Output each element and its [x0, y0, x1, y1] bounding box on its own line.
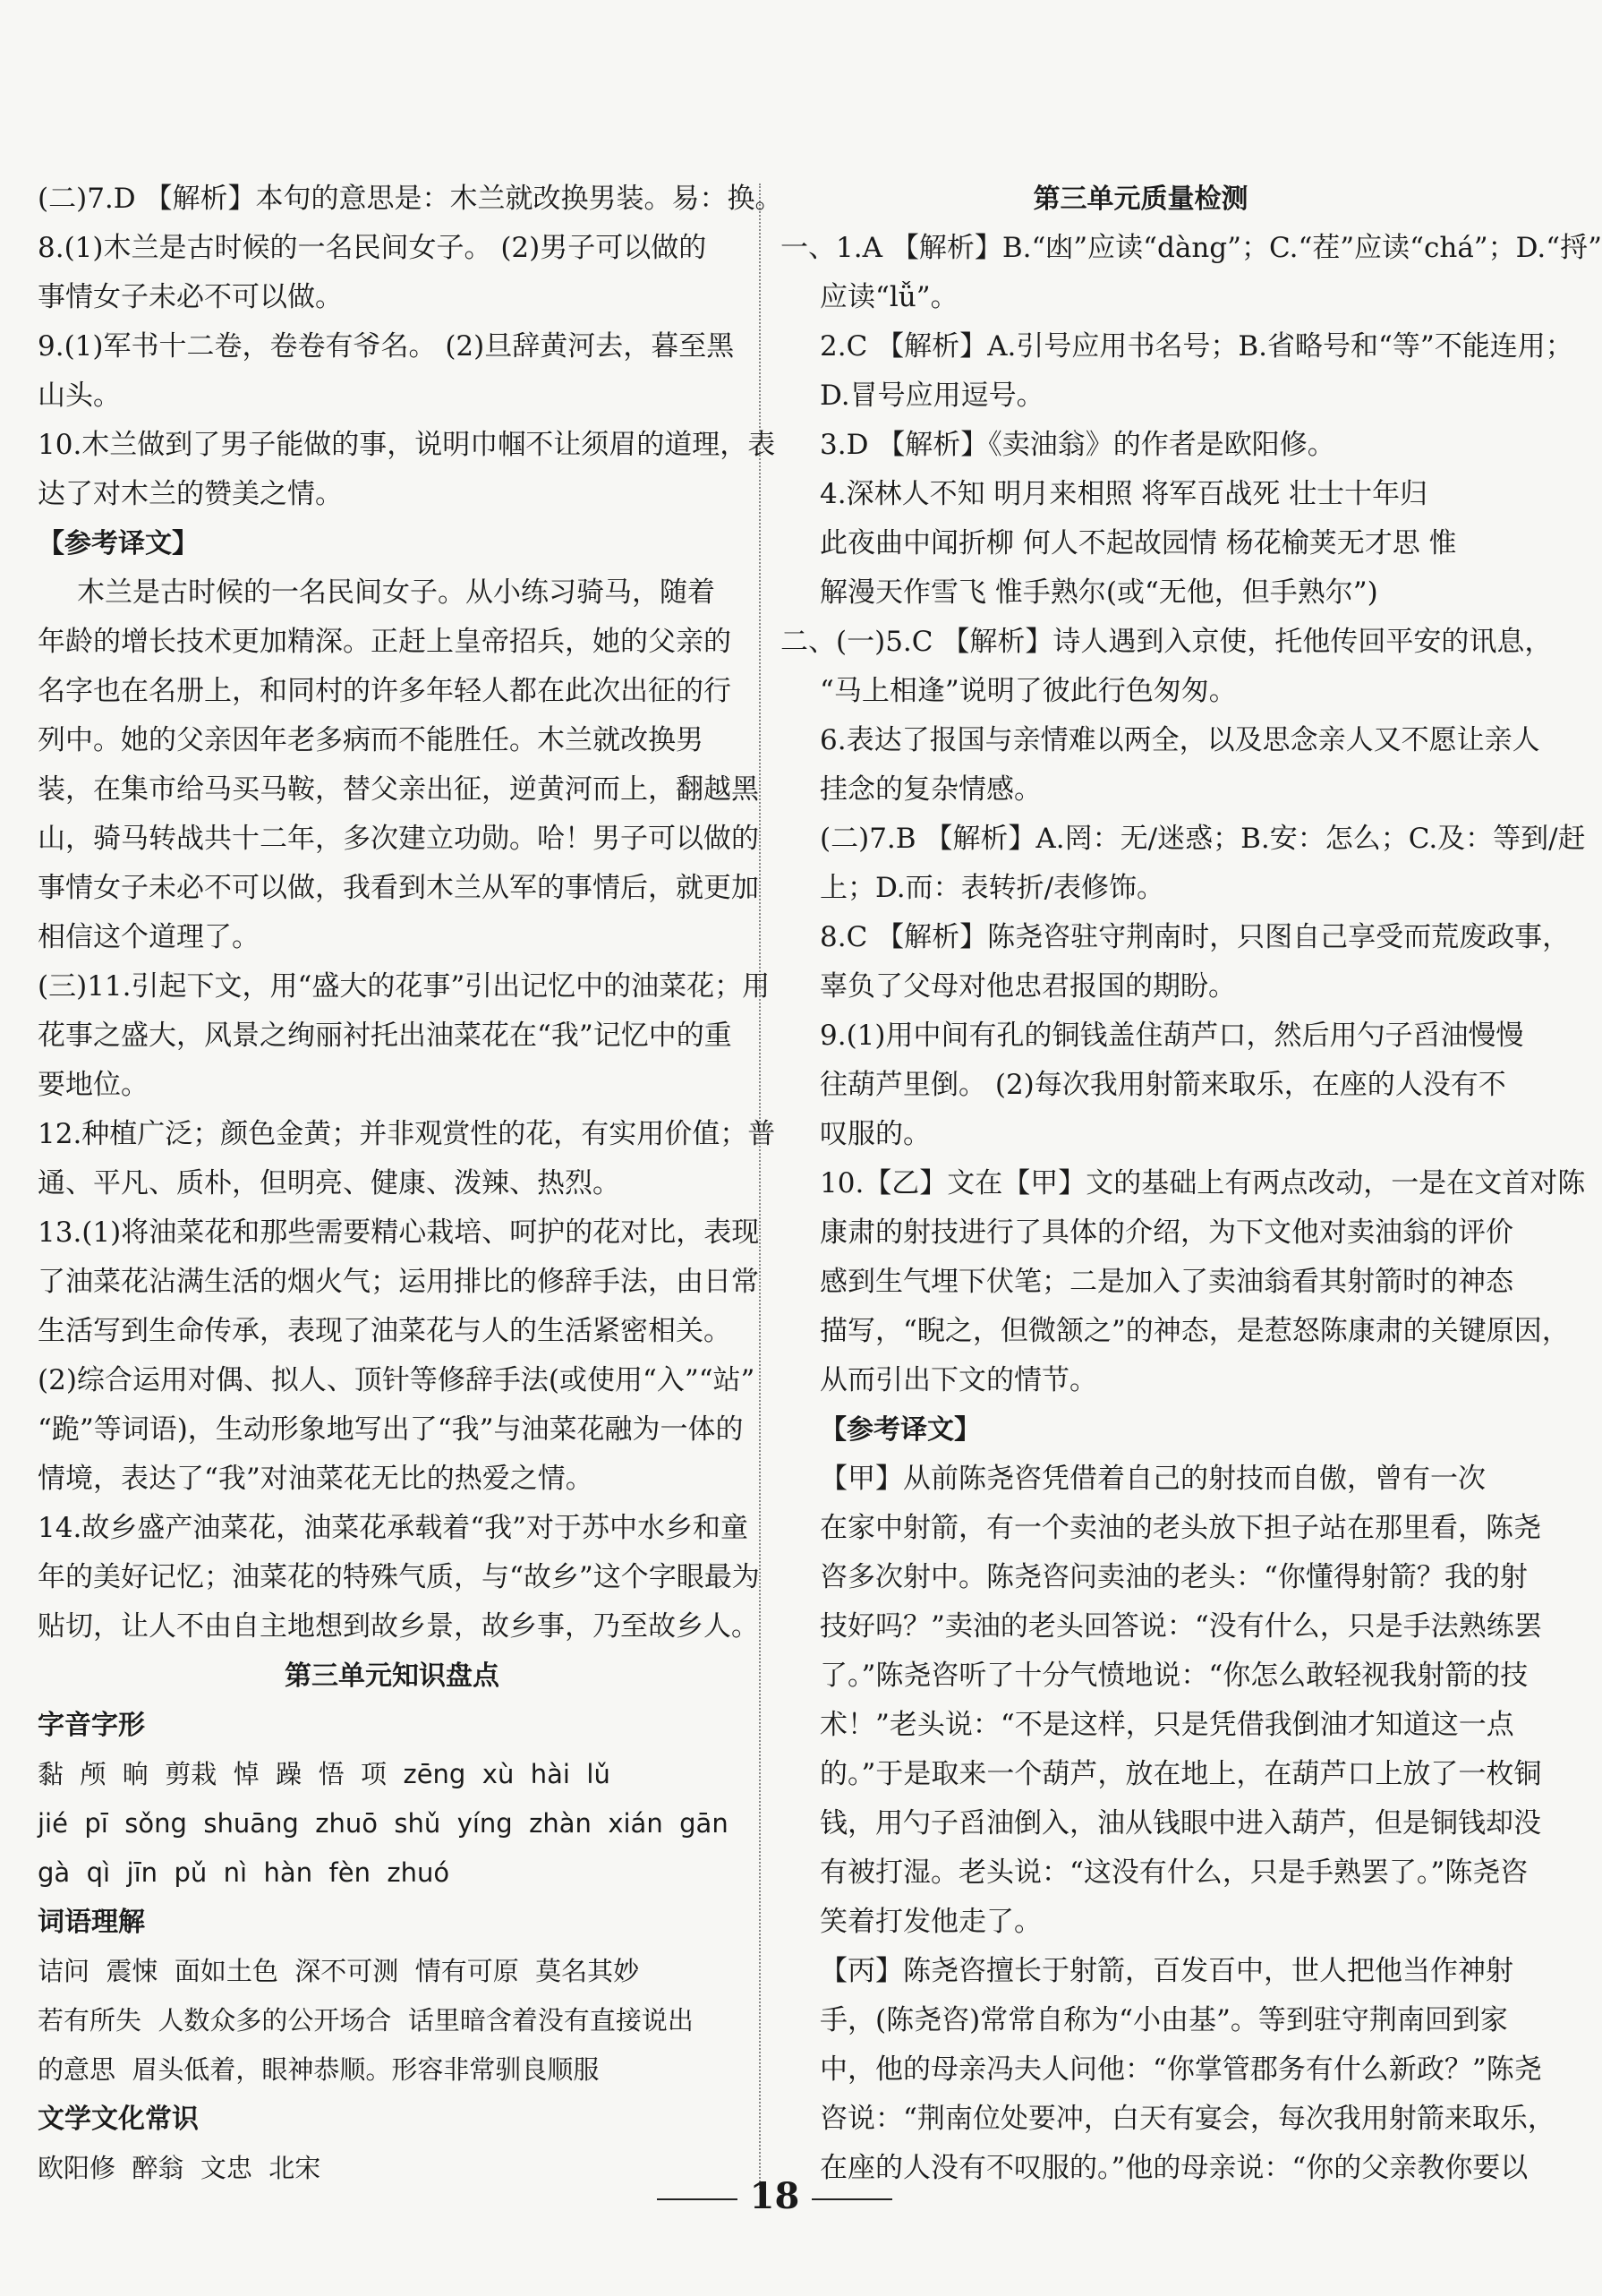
- right-text-line: D.冒号应用逗号。: [820, 380, 1044, 412]
- left-text-line: 情境，表达了“我”对油菜花无比的热爱之情。: [38, 1463, 593, 1495]
- column-divider: [759, 184, 761, 2189]
- right-text-line: 解漫天作雪飞 惟手熟尔(或“无他，但手熟尔”): [820, 576, 1378, 609]
- right-text-line: 了。”陈尧咨听了十分气愤地说：“你怎么敢轻视我射箭的技: [820, 1660, 1529, 1692]
- right-text-line: 辜负了父母对他忠君报国的期盼。: [820, 970, 1236, 1003]
- footer-rule-left: [657, 2198, 737, 2200]
- right-text-line: 中，他的母亲冯夫人问他：“你掌管郡务有什么新政？”陈尧: [820, 2053, 1542, 2086]
- right-text-line: 术！”老头说：“不是这样，只是凭借我倒油才知道这一点: [820, 1709, 1514, 1741]
- left-text-line: 相信这个道理了。: [38, 921, 260, 953]
- left-text-line: 达了对木兰的赞美之情。: [38, 478, 343, 510]
- left-text-line: 词语理解: [38, 1907, 145, 1938]
- right-text-line: 上；D.而：表转折/表修饰。: [820, 872, 1165, 904]
- right-text-line: 8.C 【解析】陈尧咨驻守荆南时，只图自己享受而荒废政事，: [820, 921, 1571, 953]
- left-text-line: 9.(1)军书十二卷，卷卷有爷名。 (2)旦辞黄河去，暮至黑: [38, 330, 735, 363]
- right-text-line: 【甲】从前陈尧咨凭借着自己的射技而自傲，曾有一次: [820, 1463, 1486, 1495]
- left-text-line: 列中。她的父亲因年老多病而不能胜任。木兰就改换男: [38, 724, 703, 756]
- right-text-line: 往葫芦里倒。 (2)每次我用射箭来取乐，在座的人没有不: [820, 1069, 1506, 1101]
- left-text-line: (三)11.引起下文，用“盛大的花事”引出记忆中的油菜花；用: [38, 970, 771, 1003]
- right-text-line: 描写，“睨之，但微颔之”的神态，是惹怒陈康肃的关键原因，: [820, 1315, 1570, 1347]
- right-text-line: 2.C 【解析】A.引号应用书名号；B.省略号和“等”不能连用；: [820, 330, 1573, 363]
- left-text-line: 山头。: [38, 380, 121, 412]
- left-text-line: 木兰是古时候的一名民间女子。从小练习骑马，随着: [77, 576, 715, 609]
- right-text-line: 咨说：“荆南位处要冲，白天有宴会，每次我用射箭来取乐，: [820, 2103, 1555, 2135]
- right-text-line: 的。”于是取来一个葫芦，放在地上，在葫芦口上放了一枚铜: [820, 1758, 1542, 1790]
- left-text-line: 年龄的增长技术更加精深。正赶上皇帝招兵，她的父亲的: [38, 626, 731, 658]
- right-column: [780, 175, 1602, 2193]
- left-text-line: 诘问 震悚 面如土色 深不可测 情有可原 莫名其妙: [38, 1956, 640, 1986]
- left-text-line: (2)综合运用对偶、拟人、顶针等修辞手法(或使用“入”“站”: [38, 1364, 755, 1396]
- right-text-line: 咨多次射中。陈尧咨问卖油的老头：“你懂得射箭？我的射: [820, 1561, 1528, 1593]
- right-text-line: 4.深林人不知 明月来相照 将军百战死 壮士十年归: [820, 478, 1428, 510]
- right-text-line: 第三单元质量检测: [1033, 184, 1248, 215]
- right-text-line: 技好吗？”卖油的老头回答说：“没有什么，只是手法熟练罢: [820, 1610, 1542, 1643]
- right-text-line: (二)7.B 【解析】A.罔：无/迷惑；B.安：怎么；C.及：等到/赶: [820, 823, 1586, 855]
- left-text-line: 欧阳修 醉翁 文忠 北宋: [38, 2153, 321, 2183]
- right-text-line: 钱，用勺子舀油倒入，油从钱眼中进入葫芦，但是铜钱却没: [820, 1807, 1541, 1839]
- right-text-line: 有被打湿。老头说：“这没有什么，只是手熟罢了。”陈尧咨: [820, 1856, 1529, 1889]
- left-text-line: gà qì jīn pǔ nì hàn fèn zhuó: [38, 1857, 450, 1888]
- right-text-line: 6.表达了报国与亲情难以两全，以及思念亲人又不愿让亲人: [820, 724, 1540, 756]
- left-text-line: 了油菜花沾满生活的烟火气；运用排比的修辞手法，由日常: [38, 1266, 759, 1298]
- right-text-line: 感到生气埋下伏笔；二是加入了卖油翁看其射箭时的神态: [820, 1266, 1513, 1298]
- right-text-line: 在座的人没有不叹服的。”他的母亲说：“你的父亲教你要以: [820, 2152, 1529, 2184]
- left-text-line: 年的美好记忆；油菜花的特殊气质，与“故乡”这个字眼最为: [38, 1561, 760, 1593]
- right-text-line: 康肃的射技进行了具体的介绍，为下文他对卖油翁的评价: [820, 1216, 1513, 1249]
- right-text-line: 挂念的复杂情感。: [820, 773, 1042, 806]
- left-text-line: 的意思 眉头低着，眼神恭顺。形容非常驯良顺服: [38, 2054, 600, 2085]
- left-text-line: 通、平凡、质朴，但明亮、健康、泼辣、热烈。: [38, 1167, 620, 1199]
- footer-rule-right: [812, 2198, 892, 2200]
- right-text-line: 一、1.A 【解析】B.“凼”应读“dàng”；C.“茬”应读“chá”；D.“捋”: [780, 232, 1602, 264]
- right-text-line: 3.D 【解析】《卖油翁》的作者是欧阳修。: [820, 429, 1335, 461]
- left-text-line: 生活写到生命传承，表现了油菜花与人的生活紧密相关。: [38, 1315, 731, 1347]
- right-text-line: 叹服的。: [820, 1118, 931, 1150]
- right-text-line: 手，(陈尧咨)常常自称为“小由基”。等到驻守荆南回到家: [820, 2004, 1508, 2036]
- left-text-line: 若有所失 人数众多的公开场合 话里暗含着没有直接说出: [38, 2005, 694, 2036]
- right-text-line: 【丙】陈尧咨擅长于射箭，百发百中，世人把他当作神射: [820, 1955, 1513, 1987]
- left-column: [38, 175, 783, 2193]
- left-text-line: 事情女子未必不可以做。: [38, 281, 343, 313]
- left-text-line: 文学文化常识: [38, 2104, 199, 2135]
- left-text-line: 贴切，让人不由自主地想到故乡景，故乡事，乃至故乡人。: [38, 1610, 759, 1643]
- right-text-line: 二、(一)5.C 【解析】诗人遇到入京使，托他传回平安的讯息，: [780, 626, 1553, 658]
- right-text-line: “马上相逢”说明了彼此行色匆匆。: [820, 675, 1237, 707]
- left-text-line: 8.(1)木兰是古时候的一名民间女子。 (2)男子可以做的: [38, 232, 707, 264]
- right-text-line: 笑着打发他走了。: [820, 1906, 1042, 1938]
- left-text-line: 13.(1)将油菜花和那些需要精心栽培、呵护的花对比，表现: [38, 1216, 760, 1249]
- left-text-line: jié pī sǒng shuāng zhuō shǔ yíng zhàn xián gān: [38, 1808, 729, 1839]
- right-text-line: 从而引出下文的情节。: [820, 1364, 1097, 1396]
- right-text-line: 10.【乙】文在【甲】文的基础上有两点改动，一是在文首对陈: [820, 1167, 1586, 1199]
- left-text-line: 要地位。: [38, 1069, 149, 1101]
- left-text-line: “跪”等词语)，生动形象地写出了“我”与油菜花融为一体的: [38, 1413, 744, 1446]
- left-text-line: 装，在集市给马买马鞍，替父亲出征，逆黄河而上，翻越黑: [38, 773, 759, 806]
- left-text-line: 名字也在名册上，和同村的许多年轻人都在此次出征的行: [38, 675, 731, 707]
- left-text-line: (二)7.D 【解析】本句的意思是：木兰就改换男装。易：换。: [38, 183, 783, 215]
- left-text-line: 山，骑马转战共十二年，多次建立功勋。哈！男子可以做的: [38, 823, 759, 855]
- left-text-line: 【参考译文】: [38, 528, 199, 559]
- left-text-line: 花事之盛大，风景之绚丽衬托出油菜花在“我”记忆中的重: [38, 1020, 732, 1052]
- left-text-line: 第三单元知识盘点: [285, 1660, 499, 1692]
- left-text-line: 字音字形: [38, 1710, 145, 1741]
- page-footer: [0, 2175, 1549, 2217]
- left-text-line: 事情女子未必不可以做，我看到木兰从军的事情后，就更加: [38, 872, 759, 904]
- page-number: 18: [749, 2175, 800, 2217]
- right-text-line: 此夜曲中闻折柳 何人不起故园情 杨花榆荚无才思 惟: [820, 527, 1457, 559]
- right-text-line: 【参考译文】: [820, 1414, 981, 1446]
- right-text-line: 9.(1)用中间有孔的铜钱盖住葫芦口，然后用勺子舀油慢慢: [820, 1020, 1524, 1052]
- right-text-line: 应读“lǚ”。: [820, 281, 959, 313]
- left-text-line: 黏 颅 晌 剪栽 悼 躁 悟 项 zēng xù hài lǔ: [38, 1759, 610, 1789]
- left-text-line: 12.种植广泛；颜色金黄；并非观赏性的花，有实用价值；普: [38, 1118, 776, 1150]
- left-text-line: 10.木兰做到了男子能做的事，说明巾帼不让须眉的道理，表: [38, 429, 776, 461]
- right-text-line: 在家中射箭，有一个卖油的老头放下担子站在那里看，陈尧: [820, 1512, 1541, 1544]
- left-text-line: 14.故乡盛产油菜花，油菜花承载着“我”对于苏中水乡和童: [38, 1512, 748, 1544]
